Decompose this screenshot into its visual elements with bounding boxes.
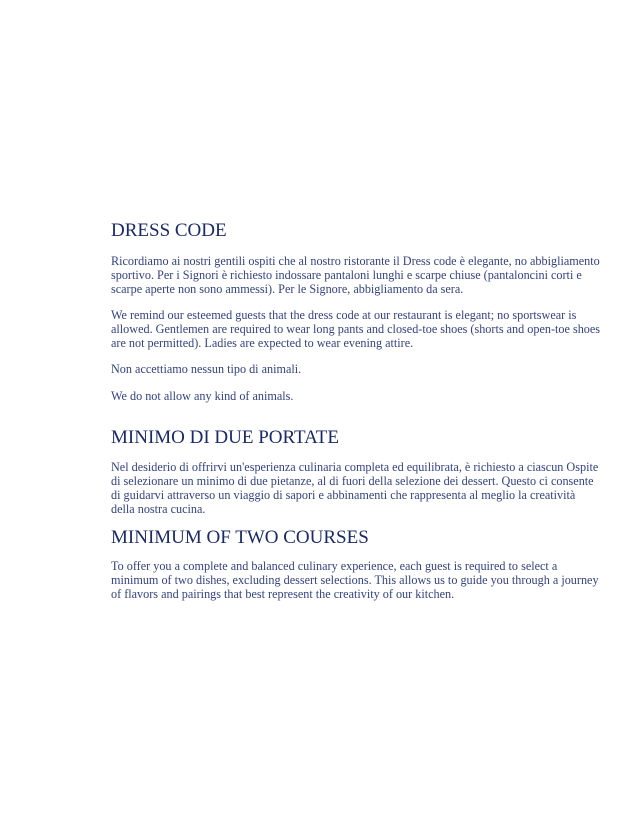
paragraph-animals-en: We do not allow any kind of animals. bbox=[111, 389, 294, 403]
paragraph-animals-it: Non accettiamo nessun tipo di animali. bbox=[111, 362, 302, 376]
heading-minimo-portate: MINIMO DI DUE PORTATE bbox=[111, 427, 339, 448]
paragraph-minimo-portate: Nel desiderio di offrirvi un'esperienza culinaria completa ed equilibrata, è richiesto a ciascun Ospite di selezionare un minimo di due pietanze, al di fuori della selezione dei dessert. Questo ci consente di guidarvi attraverso un viaggio di sapori e abbinamenti che rappresenta al meglio la creatività della nostra cucina. bbox=[111, 460, 599, 516]
heading-dress-code: DRESS CODE bbox=[111, 220, 227, 241]
paragraph-minimum-courses: To offer you a complete and balanced culinary experience, each guest is required to select a minimum of two dishes, excluding dessert selections. This allows us to guide you through a journey of flavors and pairings that best represent the creativity of our kitchen. bbox=[111, 559, 599, 601]
paragraph-dress-code-it: Ricordiamo ai nostri gentili ospiti che al nostro ristorante il Dress code è elegante, no abbigliamento sportivo. Per i Signori è richiesto indossare pantaloni lunghi e scarpe chiuse (pantaloncini corti e scarpe aperte non sono ammessi). Per le Signore, abbigliamento da sera. bbox=[111, 254, 600, 296]
paragraph-dress-code-en: We remind our esteemed guests that the dress code at our restaurant is elegant; no sportswear is allowed. Gentlemen are required to wear long pants and closed-toe shoes (shorts and open-toe shoes are not permitted). Ladies are expected to wear evening attire. bbox=[111, 308, 601, 350]
heading-minimum-courses: MINIMUM OF TWO COURSES bbox=[111, 527, 369, 548]
